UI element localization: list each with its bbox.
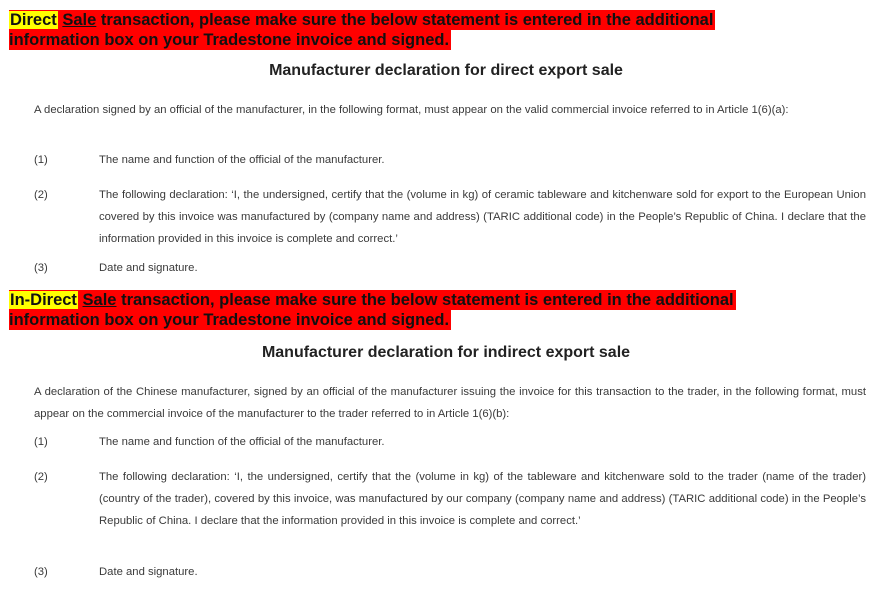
- notice-keyword-indirect: In-Direct: [10, 291, 77, 309]
- notice-keyword-direct: Direct: [10, 11, 57, 29]
- item-number: (1): [34, 154, 48, 166]
- notice-line-2: information box on your Tradestone invoice and signed.: [9, 311, 450, 329]
- notice-text: transaction, please make sure the below statement is entered in the additional: [116, 291, 734, 309]
- item-text: The name and function of the official of the manufacturer.: [99, 436, 385, 448]
- notice-keyword-sale: Sale: [62, 11, 97, 29]
- notice-text: transaction, please make sure the below statement is entered in the additional: [96, 11, 714, 29]
- notice-line-2: information box on your Tradestone invoice and signed.: [9, 31, 450, 49]
- section-title-direct: Manufacturer declaration for direct export sale: [269, 62, 623, 79]
- item-number: (3): [34, 566, 48, 578]
- item-text: The name and function of the official of the manufacturer.: [99, 154, 385, 166]
- item-number: (3): [34, 262, 48, 274]
- notice-line-1: [9, 290, 736, 310]
- section-title-indirect: Manufacturer declaration for indirect export sale: [261, 344, 631, 361]
- item-number: (2): [34, 189, 48, 201]
- item-text: The following declaration: ‘I, the undersigned, certify that the (volume in kg) of the tableware and kitchenware sold to the trader (name of the trader) (country of the trader), covered by this invoice, was manufactured by our company (company name and address) (TARIC additional code) in the People’s Republic of China. I declare that the information provided in this invoice is complete and correct.’: [99, 471, 866, 527]
- item-text: Date and signature.: [99, 262, 198, 274]
- item-number: (1): [34, 436, 48, 448]
- section-intro-direct: A declaration signed by an official of the manufacturer, in the following format, must appear on the valid commercial invoice referred to in Article 1(6)(a):: [34, 104, 789, 116]
- indirect-sale-notice: [9, 290, 736, 330]
- direct-sale-notice: [9, 10, 715, 50]
- section-intro-indirect: A declaration of the Chinese manufacturer, signed by an official of the manufacturer issuing the invoice for this transaction to the trader, in the following format, must appear on the commercial invoice of the manufacturer to the trader referred to in Article 1(6)(b):: [34, 386, 866, 420]
- item-number: (2): [34, 471, 48, 483]
- item-text: Date and signature.: [99, 566, 198, 578]
- notice-line-1: [9, 10, 715, 30]
- item-text: The following declaration: ‘I, the undersigned, certify that the (volume in kg) of ceramic tableware and kitchenware sold for export to the European Union covered by this invoice was manufactured by (company name and address) (TARIC additional code) in the People’s Republic of China. I declare that the information provided in this invoice is complete and correct.’: [99, 189, 866, 245]
- notice-keyword-sale: Sale: [82, 291, 117, 309]
